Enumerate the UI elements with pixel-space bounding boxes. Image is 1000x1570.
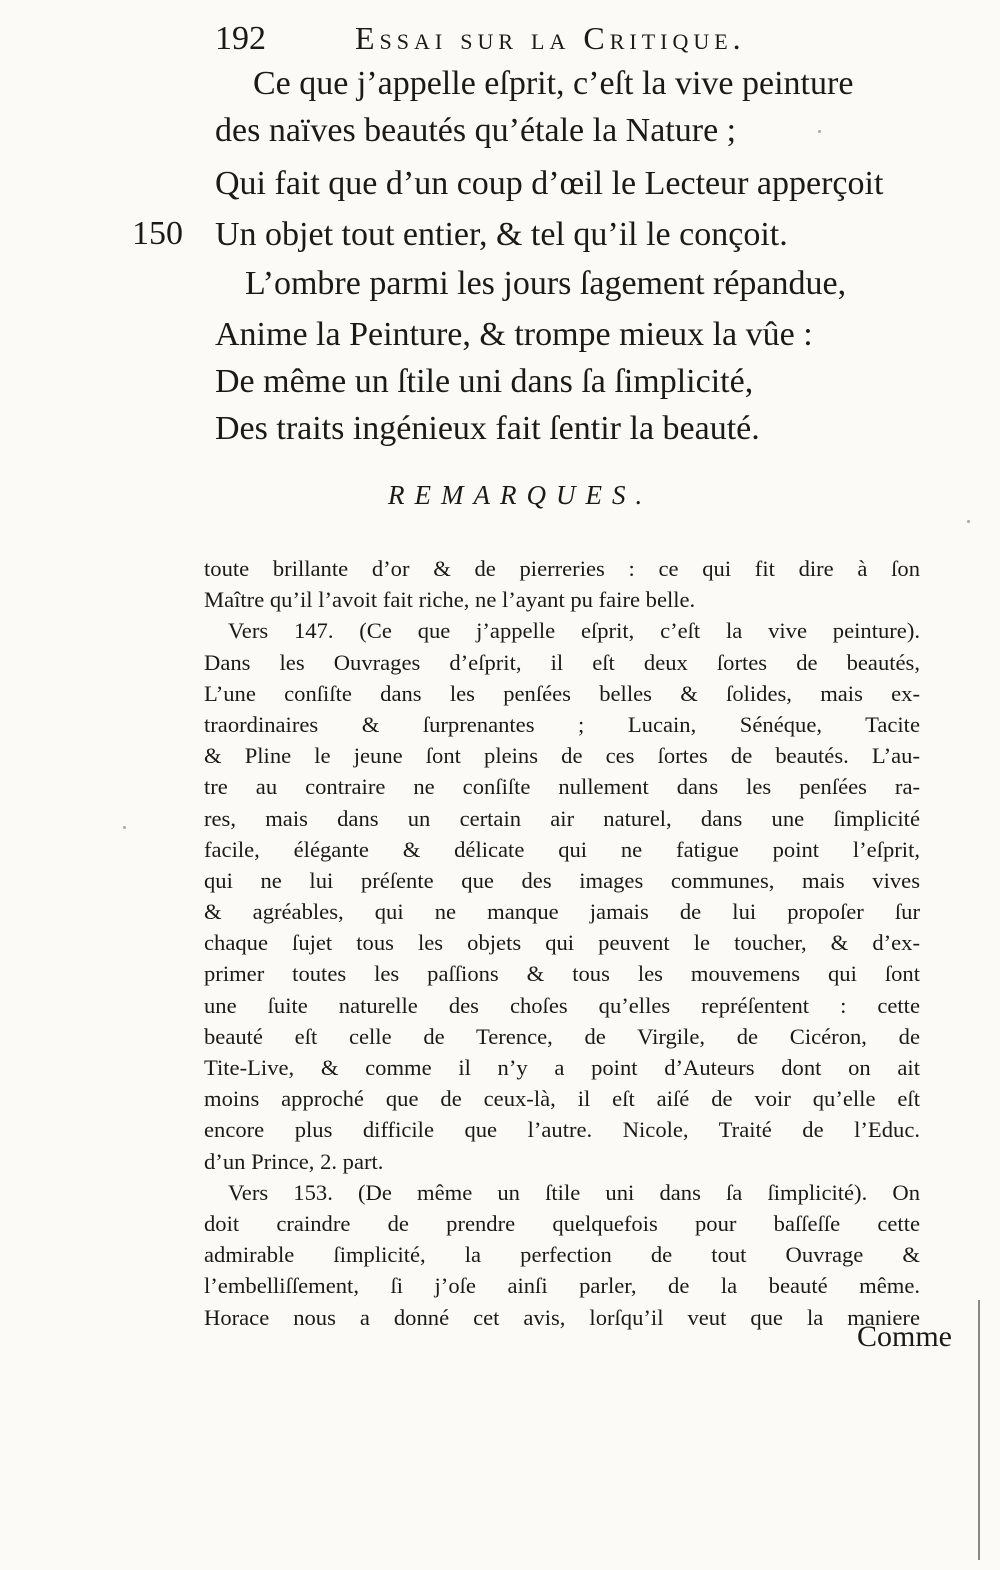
note-line: moins approché que de ceux-là, il eſt aiſé de voir qu’elle eſt	[204, 1086, 920, 1112]
remarks-heading: REMARQUES.	[388, 480, 653, 510]
note-line: d’un Prince, 2. part.	[204, 1148, 384, 1174]
page-number: 192	[215, 20, 266, 57]
page-edge-shadow	[978, 1300, 988, 1560]
note-line: facile, élégante & délicate qui ne fatigue point l’eſprit,	[204, 836, 920, 862]
ink-speck	[123, 826, 126, 829]
catchword: Comme	[857, 1320, 952, 1353]
note-line: tre au contraire ne conſiſte nullement dans les penſées ra-	[204, 774, 920, 800]
verse-line: Un objet tout entier, & tel qu’il le conçoit.	[215, 216, 788, 253]
remarks-body	[204, 553, 920, 1333]
note-line: Horace nous a donné cet avis, lorſqu’il veut que la maniere	[204, 1304, 920, 1330]
note-line: traordinaires & ſurprenantes ; Lucain, Sénéque, Tacite	[204, 711, 920, 737]
note-line: admirable ſimplicité, la perfection de tout Ouvrage &	[204, 1242, 920, 1268]
running-title: Essai sur la Critique.	[355, 20, 746, 56]
verse-line: L’ombre parmi les jours ſagement répandue,	[245, 265, 847, 302]
note-line: & Pline le jeune ſont pleins de ces ſortes de beautés. L’au-	[204, 743, 920, 769]
note-line: Vers 153. (De même un ſtile uni dans ſa ſimplicité). On	[228, 1179, 920, 1205]
note-line: Vers 147. (Ce que j’appelle eſprit, c’eſt la vive peinture).	[228, 618, 920, 644]
verse-line: Anime la Peinture, & trompe mieux la vûe :	[215, 316, 813, 353]
note-line: doit craindre de prendre quelquefois pour baſſeſſe cette	[204, 1210, 920, 1236]
note-line: beauté eſt celle de Terence, de Virgile, de Cicéron, de	[204, 1023, 920, 1049]
note-line: Tite-Live, & comme il n’y a point d’Auteurs dont on ait	[204, 1055, 920, 1080]
note-line: toute brillante d’or & de pierreries : ce qui fit dire à ſon	[204, 556, 920, 581]
verse-line: Des traits ingénieux fait ſentir la beauté.	[215, 410, 760, 447]
ink-speck	[967, 520, 970, 523]
note-line: res, mais dans un certain air naturel, dans une ſimplicité	[204, 805, 920, 831]
verse-line: De même un ſtile uni dans ſa ſimplicité,	[215, 363, 754, 400]
note-line: & agréables, qui ne manque jamais de lui propoſer ſur	[204, 899, 920, 925]
note-line: Maître qu’il l’avoit fait riche, ne l’ayant pu faire belle.	[204, 587, 696, 613]
page-header	[215, 14, 875, 60]
note-line: L’une conſiſte dans les penſées belles & ſolides, mais ex-	[204, 680, 920, 706]
line-number: 150	[132, 215, 183, 252]
note-line: Dans les Ouvrages d’eſprit, il eſt deux ſortes de beautés,	[204, 649, 920, 675]
ink-speck	[818, 130, 821, 133]
verse-line: Qui fait que d’un coup d’œil le Lecteur apperçoit	[215, 165, 884, 202]
note-line: encore plus difficile que l’autre. Nicole, Traité de l’Educ.	[204, 1117, 920, 1143]
note-line: qui ne lui préſente que des images communes, mais vives	[204, 867, 920, 893]
note-line: une ſuite naturelle des choſes qu’elles repréſentent : cette	[204, 992, 920, 1018]
note-line: primer toutes les paſſions & tous les mouvemens qui ſont	[204, 961, 920, 987]
verse-line: Ce que j’appelle eſprit, c’eſt la vive peinture	[253, 65, 854, 102]
verse-line: des naïves beautés qu’étale la Nature ;	[215, 112, 737, 149]
note-line: l’embelliſſement, ſi j’oſe ainſi parler, de la beauté même.	[204, 1273, 920, 1299]
note-line: chaque ſujet tous les objets qui peuvent le toucher, & d’ex-	[204, 930, 920, 956]
